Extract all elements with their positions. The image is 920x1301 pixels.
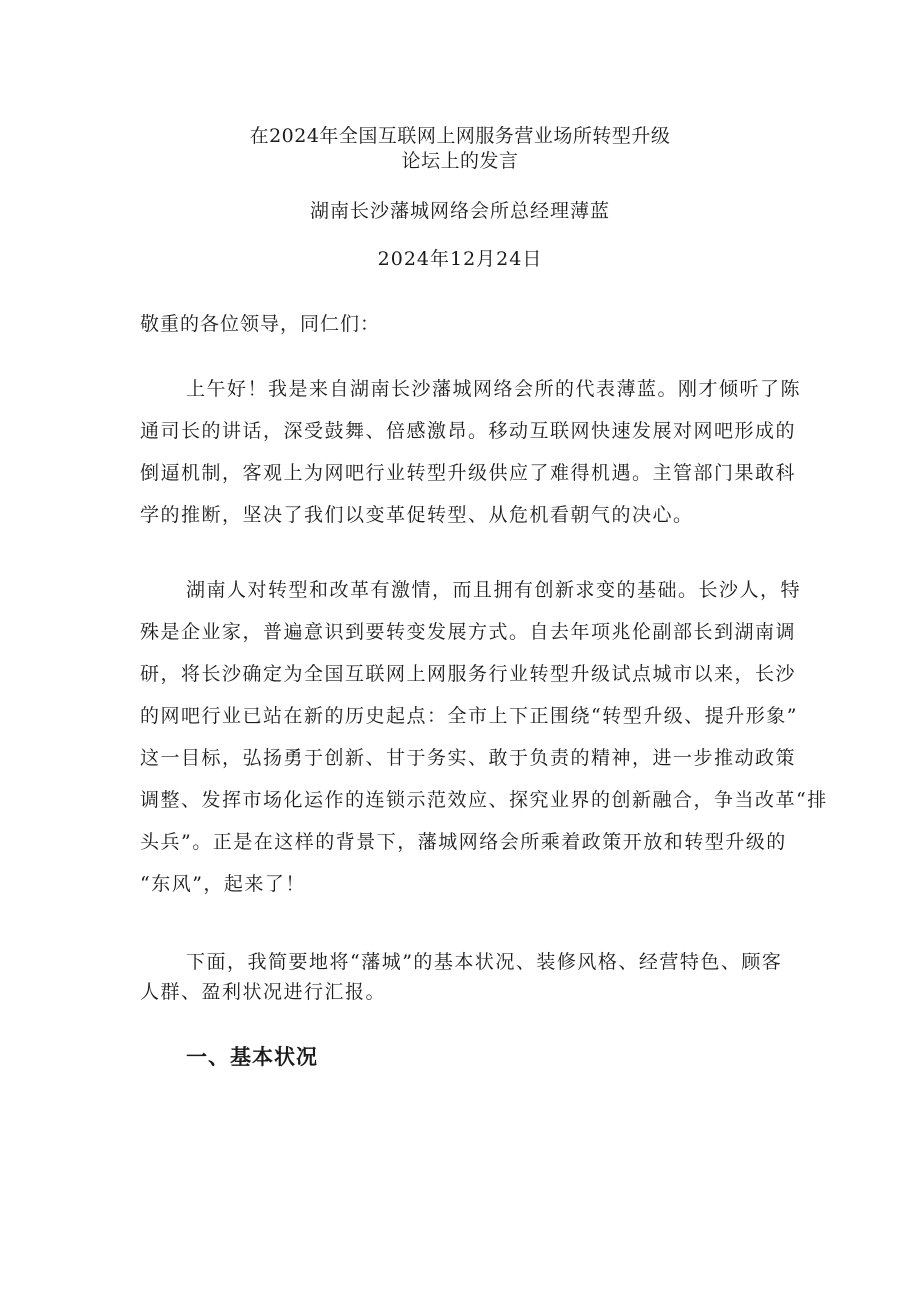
paragraph-line: 这一目标，弘扬勇于创新、甘于务实、敢于负责的精神，进一步推动政策 — [140, 747, 797, 769]
paragraph-line: 人群、盈利状况进行汇报。 — [140, 981, 387, 1003]
document-author: 湖南长沙藩城网络会所总经理薄蓝 — [309, 200, 610, 222]
document-date: 2024年12月24日 — [377, 248, 543, 270]
greeting: 敬重的各位领导，同仁们： — [140, 313, 381, 335]
paragraph-2 — [140, 569, 828, 905]
paragraph-3 — [140, 947, 785, 1007]
paragraph-line: 调整、发挥市场化运作的连锁示范效应、探究业界的创新融合，争当改革“排 — [140, 789, 828, 811]
paragraph-line: 上午好！我是来自湖南长沙藩城网络会所的代表薄蓝。刚才倾听了陈 — [186, 378, 802, 400]
document-title-line-2: 论坛上的发言 — [401, 150, 519, 172]
paragraph-line: 学的推断，坚决了我们以变革促转型、从危机看朝气的决心。 — [140, 504, 694, 526]
paragraph-line: 头兵”。正是在这样的背景下，藩城网络会所乘着政策开放和转型升级的 — [140, 831, 787, 853]
document-title-line-1: 在2024年全国互联网上网服务营业场所转型升级 — [249, 125, 671, 147]
paragraph-line: 倒逼机制，客观上为网吧行业转型升级供应了难得机遇。主管部门果敢科 — [140, 462, 797, 484]
paragraph-line: “东风”，起来了！ — [140, 873, 306, 895]
paragraph-line: 下面，我简要地将“藩城”的基本状况、装修风格、经营特色、顾客 — [186, 951, 783, 973]
section-heading: 一、基本状况 — [186, 1045, 318, 1069]
paragraph-line: 湖南人对转型和改革有激情，而且拥有创新求变的基础。长沙人，特 — [186, 579, 802, 601]
paragraph-1 — [140, 368, 802, 536]
paragraph-line: 殊是企业家，普遍意识到要转变发展方式。自去年项兆伦副部长到湖南调 — [140, 621, 797, 643]
paragraph-line: 研，将长沙确定为全国互联网上网服务行业转型升级试点城市以来，长沙 — [140, 663, 797, 685]
paragraph-line: 的网吧行业已站在新的历史起点：全市上下正围绕“转型升级、提升形象” — [140, 705, 798, 727]
paragraph-line: 通司长的讲话，深受鼓舞、倍感激昂。移动互联网快速发展对网吧形成的 — [140, 420, 797, 442]
